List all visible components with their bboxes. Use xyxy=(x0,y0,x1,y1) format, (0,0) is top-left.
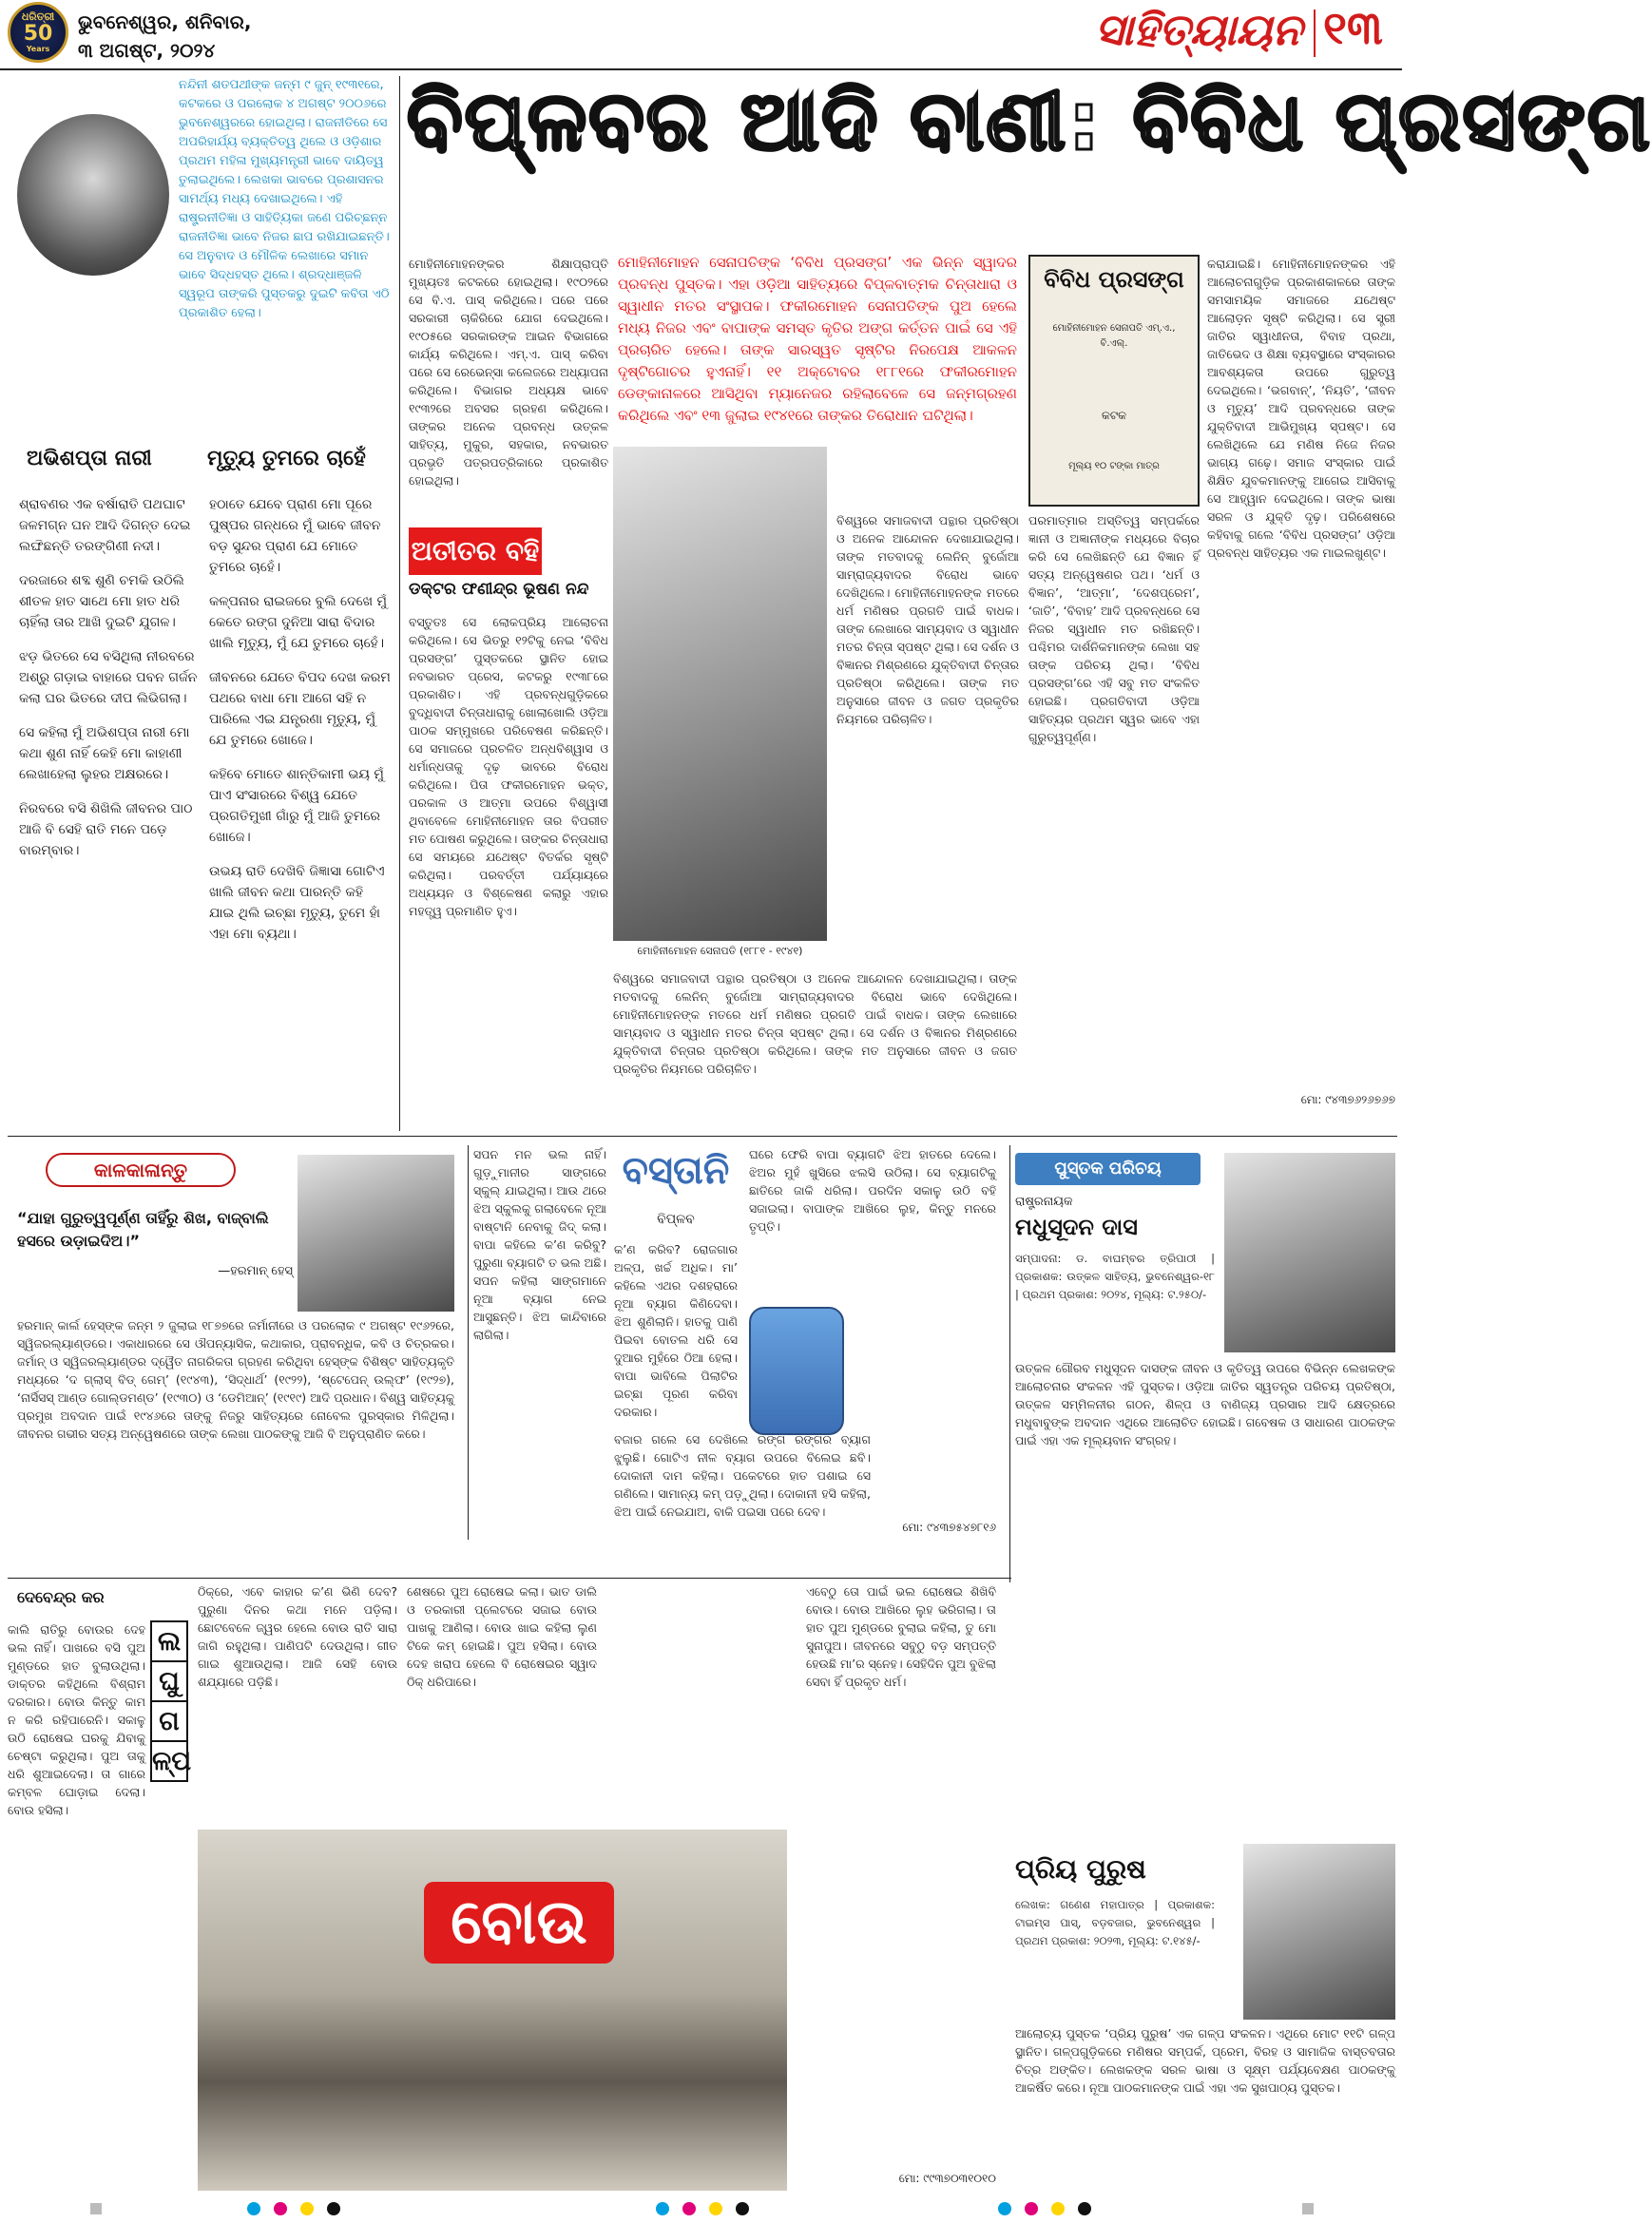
poem1-stanza: ନିରବରେ ବସି ଶିଖିଲି ଜୀବନର ପାଠ ଆଜି ବି ସେହି ରାତି ମନେ ପଡ଼େ ବାରମ୍ବାର। xyxy=(19,801,193,858)
poet-bio: ନନ୍ଦିନୀ ଶତପଥୀଙ୍କ ଜନ୍ମ ୯ ଜୁନ୍ ୧୯୩୧ରେ, କଟକରେ ଓ ପରଲୋକ ୪ ଅଗଷ୍ଟ ୨୦୦୬ରେ ଭୁବନେଶ୍ୱରରେ ହୋଇଥିଲା। ରାଜନୀତିରେ ସେ ଅପରିହାର୍ଯ୍ୟ ବ୍ୟକ୍ତିତ୍ୱ ଥିଲେ ଓ ଓଡ଼ିଶାର ପ୍ରଥମ ମହିଳା ମୁଖ୍ୟମନ୍ତ୍ରୀ ଭାବେ ଦାୟିତ୍ୱ ତୁଲାଇଥିଲେ। ଲେଖକା ଭାବରେ ପ୍ରଶାସନର ସାମର୍ଥ୍ୟ ମଧ୍ୟ ଦେଖାଇଥିଲେ। ଏହି ରାଷ୍ଟ୍ରନୀତିଜ୍ଞା ଓ ସାହିତ୍ୟିକା ଜଣେ ପରିଚ୍ଛନ୍ନ ରାଜନୀତିଜ୍ଞା ଭାବେ ନିଜର ଛାପ ରଖିଯାଇଛନ୍ତି। ସେ ଅନୁବାଦ ଓ ମୌଳିକ ଲେଖାରେ ସମାନ ଭାବେ ସିଦ୍ଧହସ୍ତ ଥିଲେ। ଶ୍ରଦ୍ଧାଞ୍ଜଳି ସ୍ୱରୂପ ତାଙ୍କରି ପୁସ୍ତକରୁ ଦୁଇଟି କବିତା ଏଠି ପ୍ରକାଶିତ ହେଲା। xyxy=(179,78,390,320)
hesse-portrait xyxy=(298,1155,454,1312)
magenta-dot xyxy=(274,2202,287,2215)
author-photo xyxy=(613,447,827,941)
book2-details: ଲେଖକ: ଗଣେଶ ମହାପାତ୍ର | ପ୍ରକାଶକ: ଟାଇମ୍ସ ପାସ୍, ବଡ଼ବଜାର, ଭୁବନେଶ୍ୱର | ପ୍ରଥମ ପ୍ରକାଶ: ୨୦୨୩, ମୂଲ୍ୟ: ଟ.୧୪୫/- xyxy=(1015,1898,1215,1947)
story-author: ଦେବେନ୍ଦ୍ର କର xyxy=(17,1588,105,1606)
magenta-dot xyxy=(682,2202,696,2215)
book1-cover xyxy=(1224,1153,1395,1352)
feature-col-b: ବସ୍ତୁତଃ ସେ ଲୋକପ୍ରିୟ ଆଲୋଚନା କରିଥିଲେ। ସେ ଭିତରୁ ୧୨ଟିକୁ ନେଇ ‘ବିବିଧ ପ୍ରସଙ୍ଗ’ ପୁସ୍ତକରେ ସ୍ଥାନିତ ହୋଇ ନବଭାରତ ପ୍ରେସ, କଟକରୁ ୧୯୩୮ରେ ପ୍ରକାଶିତ। ଏହି ପ୍ରବନ୍ଧଗୁଡ଼ିକରେ ବୁଦ୍ଧିବାଦୀ ଚିନ୍ତାଧାରାକୁ ଖୋଲାଖୋଲି ଓଡ଼ିଆ ପାଠକ ସମ୍ମୁଖରେ ପରିବେଷଣ କରିଛନ୍ତି। ସେ ସମାଜରେ ପ୍ରଚଳିତ ଅନ୍ଧବିଶ୍ୱାସ ଓ ଧର୍ମାନ୍ଧତାକୁ ଦୃଢ଼ ଭାବରେ ବିରୋଧ କରିଥିଲେ। ପିତା ଫକୀରମୋହନ ଭକ୍ତ, ପରକାଳ ଓ ଆତ୍ମା ଉପରେ ବିଶ୍ୱାସୀ ଥିବାବେଳେ ମୋହିନୀମୋହନ ତାର ବିପରୀତ ମତ ପୋଷଣ କରୁଥିଲେ। ତାଙ୍କର ଚିନ୍ତାଧାରା ସେ ସମୟରେ ଯଥେଷ୍ଟ ବିତର୍କର ସୃଷ୍ଟି କରିଥିଲା। ପରବର୍ତ୍ତୀ ପର୍ଯ୍ୟାୟରେ ଅଧ୍ୟୟନ ଓ ବିଶ୍ଳେଷଣ କଲାରୁ ଏହାର ମହତ୍ତ୍ୱ ପ୍ରମାଣିତ ହୁଏ। xyxy=(409,615,608,918)
masthead-rule xyxy=(0,68,1402,70)
bastani-section xyxy=(473,1145,1006,1544)
bastani-author: ବିପ୍ଳବ xyxy=(657,1212,695,1227)
logo-number: 50 xyxy=(23,22,53,46)
section-rule xyxy=(8,1578,1011,1579)
story-title: ବୋଉ xyxy=(424,1882,614,1964)
column-rule xyxy=(1009,1145,1010,1582)
cyan-dot xyxy=(998,2202,1011,2215)
logo-word: ଧରିତ୍ରୀ xyxy=(21,10,55,23)
bastani-intro: ସପନ ମନ ଭଲ ନାହିଁ। ଗୁଡ଼ୁମାନୀର ସାଙ୍ଗରେ ସ୍କୁଲ୍ ଯାଇଥିଲା। ଆଉ ଥରେ ଝିଅ ସ୍କୁଲକୁ ଗଲାବେଳେ ନୂଆ ବାଷ୍ଟାନି ନେବାକୁ ଜିଦ୍ କଲା। ବାପା କହିଲେ କ’ଣ କରିବୁ? ପୁରୁଣା ବ୍ୟାଗଟି ତ ଭଲ ଅଛି। ସପନ କହିଲା ସାଙ୍ଗମାନେ ନୂଆ ବ୍ୟାଗ ନେଇ ଆସୁଛନ୍ତି। ଝିଅ କାନ୍ଦିବାରେ ଲାଗିଲା। xyxy=(473,1147,607,1342)
poem2-stanza: କହିବେ ମୋତେ ଶାନ୍ତିକାମୀ ଭୟ ମୁଁ ପାଏ ସଂସାରରେ ବିଶ୍ୱ ଯେତେ ପ୍ରଗତିମୁଖୀ ଗାଁରୁ ମୁଁ ଆଜି ତୁମରେ ଖୋଜେ। xyxy=(209,767,384,845)
bastani-contact: ମୋ: ୯୪୩୭୫୪୭୮୧୬ xyxy=(902,1521,996,1534)
black-dot xyxy=(327,2202,340,2215)
dateline-day: ଭୁବନେଶ୍ୱର, ଶନିବାର, xyxy=(78,10,252,33)
story-tag-char: ଗ xyxy=(150,1702,188,1742)
bastani-title: ବସ୍ତାନି xyxy=(622,1149,730,1193)
column-rule xyxy=(468,1145,469,1540)
book-cover-place: କଟକ xyxy=(1101,409,1127,422)
feature-col-d: ପରମାତ୍ମାର ଅସ୍ତିତ୍ୱ ସମ୍ପର୍କରେ ଜ୍ଞାନୀ ଓ ଅଜ୍ଞାନୀଙ୍କ ମଧ୍ୟରେ ବିଚାର କରି ସେ ଲେଖିଛନ୍ତି ଯେ ବିଜ୍ଞାନ ହିଁ ସତ୍ୟ ଅନ୍ୱେଷଣର ପଥ। ‘ଧର୍ମ ଓ ବିଜ୍ଞାନ’, ‘ଆତ୍ମା’, ‘ଦେଶପ୍ରେମ’, ‘ଜାତି’, ‘ବିବାହ’ ଆଦି ପ୍ରବନ୍ଧରେ ସେ ନିଜର ସ୍ୱାଧୀନ ମତ ରଖିଛନ୍ତି। ପଶ୍ଚିମର ଦାର୍ଶନିକମାନଙ୍କ ଲେଖା ସହ ତାଙ୍କ ପରିଚୟ ଥିଲା। ‘ବିବିଧ ପ୍ରସଙ୍ଗ’ରେ ଏହି ସବୁ ମତ ସଂକଳିତ ହୋଇଛି। ପ୍ରଗତିବାଦୀ ଓଡ଼ିଆ ସାହିତ୍ୟର ପ୍ରଥମ ସ୍ୱର ଭାବେ ଏହା ଗୁରୁତ୍ୱପୂର୍ଣ୍ଣ। xyxy=(1028,513,1200,744)
yellow-dot xyxy=(300,2202,314,2215)
poem2-stanza: ଉଭୟ ରାତି ଦେଖିବି ଜିଜ୍ଞାସା ଗୋଟିଏ ଖାଲି ଜୀବନ କଥା ପାରନ୍ତି କହି ଯାଇ ଥିଲି ଇଚ୍ଛା ମୃତ୍ୟୁ, ତୁମେ ହାଁ ଏହା ମୋ ବ୍ୟଥା। xyxy=(209,864,385,942)
poem2-stanza: କଳ୍ପନାର ରାଇଜରେ ବୁଲି ଦେଖେ ମୁଁ କେତେ ରଙ୍ଗ ଦୁନିଆ ସାରା ବିଦାର ଖାଲି ମୃତ୍ୟୁ, ମୁଁ ଯେ ତୁମରେ ଚାହେଁ। xyxy=(209,594,388,651)
book1-details: ସମ୍ପାଦନା: ଡ. ବାଘମ୍ବର ତ୍ରିପାଠୀ | ପ୍ରକାଶକ: ଉତ୍କଳ ସାହିତ୍ୟ, ଭୁବନେଶ୍ୱର-୧୮ | ପ୍ରଥମ ପ୍ରକାଶ: ୨୦୨୪, ମୂଲ୍ୟ: ଟ.୨୫୦/- xyxy=(1015,1252,1215,1301)
story-col3: ଶେଷରେ ପୁଅ ରୋଷେଇ କଲା। ଭାତ ଡାଲି ଓ ତରକାରୀ ପ୍ଲେଟରେ ସଜାଇ ବୋଉ ପାଖକୁ ଆଣିଲା। ବୋଉ ଖାଇ କହିଲା ଲୁଣ ଟିକେ କମ୍ ହୋଇଛି। ପୁଅ ହସିଲା। ବୋଉ ଦେହ ଖରାପ ହେଲେ ବି ରୋଷେଇର ସ୍ୱାଦ ଠିକ୍ ଧରିପାରେ। xyxy=(407,1584,597,1689)
photo-caption: ମୋହିନୀମୋହନ ସେନାପତି (୧୮୮୧ - ୧୯୪୧) xyxy=(613,941,827,962)
pustak-section xyxy=(1015,1145,1397,2191)
yellow-dot xyxy=(709,2202,722,2215)
anniversary-logo xyxy=(8,2,68,63)
poem2-stanza: ହଠାତେ ଯେବେ ପ୍ରାଣ ମୋ ପୂରେ ପୁଷ୍ପର ଗନ୍ଧରେ ମୁଁ ଭାବେ ଜୀବନ ବଡ଼ ସୁନ୍ଦର ପ୍ରାଣ ଯେ ମୋତେ ତୁମରେ ଚାହେଁ। xyxy=(209,497,381,575)
grey-swatch xyxy=(1302,2203,1314,2214)
kalakalantu-quote: “ଯାହା ଗୁରୁତ୍ୱପୂର୍ଣ୍ଣ ତାହିଁରୁ ଶିଖ, ବାଜ୍‌ବାଲି ହସରେ ଉଡ଼ାଇଦିଅ।” xyxy=(17,1209,269,1250)
cyan-dot xyxy=(656,2202,669,2215)
dateline xyxy=(78,8,363,65)
feature-col-a: ମୋହିନୀମୋହନଙ୍କର ଶିକ୍ଷାପ୍ରାପ୍ତି ମୁଖ୍ୟତଃ କଟକରେ ହୋଇଥିଲା। ୧୯୦୨ରେ ସେ ବି.ଏ. ପାସ୍ କରିଥିଲେ। ପରେ ପରେ ସରକାରୀ ଚାକିରିରେ ଯୋଗ ଦେଇଥିଲେ। ୧୯୦୫ରେ ସରକାରଙ୍କ ଆଇନ ବିଭାଗରେ କାର୍ଯ୍ୟ କରିଥିଲେ। ଏମ୍.ଏ. ପାସ୍ କରିବା ପରେ ସେ ରେଭେନ୍ସା କଲେଜରେ ଅଧ୍ୟାପନା କରିଥିଲେ। ବିଭାଗର ଅଧ୍ୟକ୍ଷ ଭାବେ ୧୯୩୨ରେ ଅବସର ଗ୍ରହଣ କରିଥିଲେ। ତାଙ୍କର ଅନେକ ପ୍ରବନ୍ଧ ଉତ୍କଳ ସାହିତ୍ୟ, ମୁକୁର, ସହକାର, ନବଭାରତ ପ୍ରଭୃତି ପତ୍ରପତ୍ରିକାରେ ପ୍ରକାଶିତ ହୋଇଥିଲା। xyxy=(409,257,608,488)
kalakalantu-attribution: —ହରମାନ୍ ହେସ୍ xyxy=(218,1264,293,1278)
masthead xyxy=(0,0,1402,68)
yellow-dot xyxy=(1051,2202,1065,2215)
story-tag xyxy=(150,1620,192,1811)
grey-swatch xyxy=(90,2203,102,2214)
story-tag-char: ଘୁ xyxy=(150,1662,188,1702)
black-dot xyxy=(1078,2202,1091,2215)
registration-marks xyxy=(247,2202,340,2215)
page-headline: ବିପ୍ଳବର ଆଦି ବାଣୀ: ବିବିଧ ପ୍ରସଙ୍ଗ xyxy=(407,74,1652,169)
book1-body: ଉତ୍କଳ ଗୌରବ ମଧୁସୂଦନ ଦାସଙ୍କ ଜୀବନ ଓ କୃତିତ୍ୱ ଉପରେ ବିଭିନ୍ନ ଲେଖକଙ୍କ ଆଲୋଚନାର ସଂକଳନ ଏହି ପୁସ୍ତକ। ଓଡ଼ିଆ ଜାତିର ସ୍ୱତନ୍ତ୍ର ପରିଚୟ ପ୍ରତିଷ୍ଠା, ଉତ୍କଳ ସମ୍ମିଳନୀର ଗଠନ, ଶିଳ୍ପ ଓ ବାଣିଜ୍ୟ ପ୍ରସାର ଆଦି କ୍ଷେତ୍ରରେ ମଧୁବାବୁଙ୍କ ଅବଦାନ ଏଥିରେ ଆଲୋଚିତ ହୋଇଛି। ଗବେଷକ ଓ ସାଧାରଣ ପାଠକଙ୍କ ପାଇଁ ଏହା ଏକ ମୂଲ୍ୟବାନ ସଂଗ୍ରହ। xyxy=(1015,1361,1395,1447)
feature-lead: ମୋହିନୀମୋହନ ସେନାପତିଙ୍କ ‘ବିବିଧ ପ୍ରସଙ୍ଗ’ ଏକ ଭିନ୍ନ ସ୍ୱାଦର ପ୍ରବନ୍ଧ ପୁସ୍ତକ। ଏହା ଓଡ଼ିଆ ସାହିତ୍ୟରେ ବିପ୍ଳବାତ୍ମକ ଚିନ୍ତାଧାରା ଓ ସ୍ୱାଧୀନ ମତର ସଂସ୍ଥାପକ। ଫକୀରମୋହନ ସେନାପତିଙ୍କ ପୁଅ ହେଲେ ମଧ୍ୟ ନିଜର ଏବଂ ବାପାଙ୍କ ସମସ୍ତ କୃତିର ଅଙ୍ଗ କର୍ତ୍ତନ ପାଇଁ ସେ ଏହି ପ୍ରଚାରିତ ହେଲେ। ତାଙ୍କ ସାରସ୍ୱତ ସୃଷ୍ଟିର ନିରପେକ୍ଷ ଆକଳନ ଦୃଷ୍ଟିଗୋଚର ହୁଏନାହିଁ। ୧୧ ଅକ୍ଟୋବର ୧୮୮୧ରେ ଫକୀରମୋହନ ଡେଙ୍କାନାଳରେ ଆସିଥିବା ମ୍ୟାନେଜର ରହିଲାବେଳେ ସେ ଜନ୍ମଗ୍ରହଣ କରିଥିଲେ ଏବଂ ୧୩ ଜୁଲାଇ ୧୯୪୧ରେ ତାଙ୍କର ତିରୋଧାନ ଘଟିଥିଲା। xyxy=(618,254,1017,424)
poem1-stanza: ଶ୍ରାବଣର ଏକ ବର୍ଷାରାତି ପଥଘାଟ ଜଳମଗ୍ନ ଘନ ଆଦି ଦିଗନ୍ତ ଦେଇ ଲଙ୍ଘିଛନ୍ତି ତରଙ୍ଗିଣୀ ନଦୀ। xyxy=(19,497,191,554)
bastani-col4: ଘରେ ଫେରି ବାପା ବ୍ୟାଗଟି ଝିଅ ହାତରେ ଦେଲେ। ଝିଅର ମୁହଁ ଖୁସିରେ ଝଲସି ଉଠିଲା। ସେ ବ୍ୟାଗଟିକୁ ଛାତିରେ ଜାକି ଧରିଲା। ପରଦିନ ସକାଳୁ ଉଠି ବହି ସଜାଇଲା। ବାପାଙ୍କ ଆଖିରେ ଲୁହ, କିନ୍ତୁ ମନରେ ତୃପ୍ତି। xyxy=(749,1147,996,1234)
magenta-dot xyxy=(1025,2202,1038,2215)
pustak-banner: ପୁସ୍ତକ ପରିଚୟ xyxy=(1015,1153,1201,1185)
book1-title: ମଧୁସୂଦନ ଦାସ xyxy=(1015,1214,1138,1240)
feature-continued: ବିଶ୍ୱରେ ସମାଜବାଦୀ ପନ୍ଥାର ପ୍ରତିଷ୍ଠା ଓ ଅନେକ ଆନ୍ଦୋଳନ ଦେଖାଯାଇଥିଲା। ତାଙ୍କ ମତବାଦକୁ ଲେନିନ୍ ବୁର୍ଜୋଆ ସାମ୍ରାଜ୍ୟବାଦର ବିରୋଧ ଭାବେ ଦେଖିଥିଲେ। ମୋହିନୀମୋହନଙ୍କ ମତରେ ଧର୍ମ ମଣିଷର ପ୍ରଗତି ପାଇଁ ବାଧକ। ତାଙ୍କ ଲେଖାରେ ସାମ୍ୟବାଦ ଓ ସ୍ୱାଧୀନ ମତର ଚିନ୍ତା ସ୍ପଷ୍ଟ ଥିଲା। ସେ ଦର୍ଶନ ଓ ବିଜ୍ଞାନର ମିଶ୍ରଣରେ ଯୁକ୍ତିବାଦୀ ଚିନ୍ତାର ପ୍ରତିଷ୍ଠା କରିଥିଲେ। ତାଙ୍କ ମତ ଅନୁସାରେ ଜୀବନ ଓ ଜଗତ ପ୍ରକୃତିର ନିୟମରେ ପରିଚାଳିତ। xyxy=(613,971,1017,1076)
poem2-stanza: ଜୀବନରେ ଯେତେ ବିପଦ ଦେଖ କରମ ପଥରେ ବାଧା ମୋ ଆଗେ ସହି ନ ପାରିଲେ ଏଇ ଯନ୍ତ୍ରଣା ମୃତ୍ୟୁ, ମୁଁ ଯେ ତୁମରେ ଖୋଜେ। xyxy=(209,670,391,748)
column-rule xyxy=(399,76,400,1131)
registration-marks xyxy=(998,2202,1091,2215)
section-title: ସାହିତ୍ୟାୟନ xyxy=(1094,4,1302,55)
book-cover-image xyxy=(1028,255,1200,507)
feature-col-e: କରାଯାଇଛି। ମୋହିନୀମୋହନଙ୍କର ଏହି ଆଲୋଚନାଗୁଡ଼ିକ ପ୍ରକାଶକାଳରେ ତାଙ୍କ ସମସାମୟିକ ସମାଜରେ ଯଥେଷ୍ଟ ଆଲୋଡ଼ନ ସୃଷ୍ଟି କରିଥିଲା। ସେ ସ୍ତ୍ରୀ ଜାତିର ସ୍ୱାଧୀନତା, ବିବାହ ପ୍ରଥା, ଜାତିଭେଦ ଓ ଶିକ୍ଷା ବ୍ୟବସ୍ଥାରେ ସଂସ୍କାରର ଆବଶ୍ୟକତା ଉପରେ ଗୁରୁତ୍ୱ ଦେଇଥିଲେ। ‘ଭଗବାନ୍’, ‘ନିୟତି’, ‘ଜୀବନ ଓ ମୃତ୍ୟୁ’ ଆଦି ପ୍ରବନ୍ଧରେ ତାଙ୍କ ଯୁକ୍ତିବାଦୀ ଆଭିମୁଖ୍ୟ ସ୍ପଷ୍ଟ। ସେ ଲେଖିଥିଲେ ଯେ ମଣିଷ ନିଜେ ନିଜର ଭାଗ୍ୟ ଗଢ଼େ। ସମାଜ ସଂସ୍କାର ପାଇଁ ଶିକ୍ଷିତ ଯୁବକମାନଙ୍କୁ ଆଗେଇ ଆସିବାକୁ ସେ ଆହ୍ୱାନ ଦେଇଥିଲେ। ତାଙ୍କ ଭାଷା ସରଳ ଓ ଯୁକ୍ତି ଦୃଢ଼। ପରିଶେଷରେ କହିବାକୁ ଗଲେ ‘ବିବିଧ ପ୍ରସଙ୍ଗ’ ଓଡ଼ିଆ ପ୍ରବନ୍ଧ ସାହିତ୍ୟର ଏକ ମାଇଲଖୁଣ୍ଟ। xyxy=(1207,257,1395,560)
page-number: ୧୩ xyxy=(1323,2,1383,55)
masthead-divider xyxy=(1314,10,1316,57)
feature-byline: ଡକ୍ଟର ଫଣୀନ୍ଦ୍ର ଭୂଷଣ ନନ୍ଦ xyxy=(409,580,589,599)
book-cover-title: ବିବିଧ ପ୍ରସଙ୍ଗ xyxy=(1044,266,1184,293)
poem1-title: ଅଭିଶପ୍ତା ନାରୀ xyxy=(27,447,152,470)
bastani-col3: ବଜାର ଗଲେ ସେ ଦେଖିଲେ ରଙ୍ଗ ରଙ୍ଗର ବ୍ୟାଗ ଝୁଲୁଛି। ଗୋଟିଏ ନୀଳ ବ୍ୟାଗ ଉପରେ ବିଲେଇ ଛବି। ଦୋକାନୀ ଦାମ କହିଲା। ପକେଟରେ ହାତ ପଶାଇ ସେ ଗଣିଲେ। ସାମାନ୍ୟ କମ୍ ପଡ଼ୁଥିଲା। ଦୋକାନୀ ହସି କହିଲା, ଝିଅ ପାଇଁ ନେଇଯାଅ, ବାକି ପଇସା ପରେ ଦେବ। xyxy=(614,1432,871,1519)
kicker-label: ଅତୀତର ବହି xyxy=(409,527,542,575)
book1-kicker: ରାଷ୍ଟ୍ରନାୟକ xyxy=(1015,1195,1073,1209)
black-dot xyxy=(736,2202,749,2215)
kalakalantu-banner: କାଳକାଳାନ୍ତୁ xyxy=(46,1153,236,1187)
book2-cover xyxy=(1243,1844,1395,2020)
cyan-dot xyxy=(247,2202,260,2215)
story-tag-char: ଳ୍ପ xyxy=(150,1742,188,1782)
poem1-body xyxy=(19,494,200,1102)
registration-marks xyxy=(656,2202,749,2215)
book-cover-price: ମୂଲ୍ୟ ୧୦ ଟଙ୍କା ମାତ୍ର xyxy=(1068,461,1160,471)
dateline-date: ୩ ଅଗଷ୍ଟ, ୨୦୨୪ xyxy=(78,39,216,62)
story-col4: ଏବେଠୁ ତୋ ପାଇଁ ଭଲ ରୋଷେଇ ଶିଖିବି ବୋଉ। ବୋଉ ଆଖିରେ ଲୁହ ଭରିଗଲା। ତା ହାତ ପୁଅ ମୁଣ୍ଡରେ ବୁଲାଇ କହିଲା, ତୁ ମୋ ସୁନାପୁଅ। ଜୀବନରେ ସବୁଠୁ ବଡ଼ ସମ୍ପତ୍ତି ହେଉଛି ମା’ର ସ୍ନେହ। ସେହିଦିନ ପୁଅ ବୁଝିଲା ସେବା ହିଁ ପ୍ରକୃତ ଧର୍ମ। xyxy=(806,1584,996,1689)
story-contact: ମୋ: ୯୯୩୭୦୩୧୦୧୦ xyxy=(898,2172,996,2185)
kalakalantu-section xyxy=(8,1145,464,1525)
poem1-stanza: ଝଡ଼ ଭିତରେ ସେ ବସିଥିଲା ନୀରବରେ ଅଶ୍ରୁ ଗଡ଼ାଇ ବାହାରେ ପବନ ଗର୍ଜନ କଲା ଘର ଭିତରେ ଦୀପ ଲିଭିଗଲା। xyxy=(19,649,198,706)
feature-col-c: ବିଶ୍ୱରେ ସମାଜବାଦୀ ପନ୍ଥାର ପ୍ରତିଷ୍ଠା ଓ ଅନେକ ଆନ୍ଦୋଳନ ଦେଖାଯାଇଥିଲା। ତାଙ୍କ ମତବାଦକୁ ଲେନିନ୍ ବୁର୍ଜୋଆ ସାମ୍ରାଜ୍ୟବାଦର ବିରୋଧ ଭାବେ ଦେଖିଥିଲେ। ମୋହିନୀମୋହନଙ୍କ ମତରେ ଧର୍ମ ମଣିଷର ପ୍ରଗତି ପାଇଁ ବାଧକ। ତାଙ୍କ ଲେଖାରେ ସାମ୍ୟବାଦ ଓ ସ୍ୱାଧୀନ ମତର ଚିନ୍ତା ସ୍ପଷ୍ଟ ଥିଲା। ସେ ଦର୍ଶନ ଓ ବିଜ୍ଞାନର ମିଶ୍ରଣରେ ଯୁକ୍ତିବାଦୀ ଚିନ୍ତାର ପ୍ରତିଷ୍ଠା କରିଥିଲେ। ତାଙ୍କ ମତ ଅନୁସାରେ ଜୀବନ ଓ ଜଗତ ପ୍ରକୃତିର ନିୟମରେ ପରିଚାଳିତ। xyxy=(836,513,1019,726)
poem2-title: ମୃତ୍ୟୁ ତୁମରେ ଚାହେଁ xyxy=(207,447,366,470)
print-footer xyxy=(0,2195,1402,2223)
book2-body: ଆଲୋଚ୍ୟ ପୁସ୍ତକ ‘ପ୍ରିୟ ପୁରୁଷ’ ଏକ ଗଳ୍ପ ସଂକଳନ। ଏଥିରେ ମୋଟ ୧୧ଟି ଗଳ୍ପ ସ୍ଥାନିତ। ଗଳ୍ପଗୁଡ଼ିକରେ ମଣିଷର ସମ୍ପର୍କ, ପ୍ରେମ, ବିରହ ଓ ସାମାଜିକ ବାସ୍ତବତାର ଚିତ୍ର ଅଙ୍କିତ। ଲେଖକଙ୍କ ସରଳ ଭାଷା ଓ ସୂକ୍ଷ୍ମ ପର୍ଯ୍ୟବେକ୍ଷଣ ପାଠକଙ୍କୁ ଆକର୍ଷିତ କରେ। ନୂଆ ପାଠକମାନଙ୍କ ପାଇଁ ଏହା ଏକ ସୁଖପାଠ୍ୟ ପୁସ୍ତକ। xyxy=(1015,2026,1395,2095)
poem1-stanza: ଦରଜାରେ ଶବ୍ଦ ଶୁଣି ଚମକି ଉଠିଲି ଶୀତଳ ହାତ ସାଥେ ମୋ ହାତ ଧରି ଚାହିଁଲା ତାର ଆଖି ଦୁଇଟି ଯୁଗଳ। xyxy=(19,573,184,630)
book-cover-author: ମୋହିନୀମୋହନ ସେନାପତି ଏମ୍.ଏ., ବି.ଏଲ୍. xyxy=(1052,323,1176,349)
schoolbag-image xyxy=(749,1307,844,1435)
section-rule xyxy=(8,1136,1397,1137)
book2-title: ପ୍ରିୟ ପୁରୁଷ xyxy=(1015,1853,1146,1885)
story-col2: ଠିକ୍‌ରେ, ଏବେ କାହାର କ’ଣ ଭିଣି ଦେବ? ପୁରୁଣା ଦିନର କଥା ମନେ ପଡ଼ିଲା। ଛୋଟବେଳେ ଜ୍ୱର ହେଲେ ବୋଉ ରାତି ସାରା ଜାଗି ରହୁଥିଲା। ପାଣିପଟି ଦେଉଥିଲା। ଗୀତ ଗାଇ ଶୁଆଉଥିଲା। ଆଜି ସେହି ବୋଉ ଶଯ୍ୟାରେ ପଡ଼ିଛି। xyxy=(198,1584,397,1689)
poem1-stanza: ସେ କହିଲା ମୁଁ ଅଭିଶପ୍ତା ନାରୀ ମୋ କଥା ଶୁଣ ନାହିଁ କେହି ମୋ କାହାଣୀ ଲେଖାହେଲା ଲୁହର ଅକ୍ଷରରେ। xyxy=(19,725,190,782)
bastani-col2: କ’ଣ କରିବ? ରୋଜଗାର ଅଳ୍ପ, ଖର୍ଚ୍ଚ ଅଧିକ। ମା’ କହିଲେ ଏଥର ଦଶହରାରେ ନୂଆ ବ୍ୟାଗ କିଣିଦେବା। ଝିଅ ଶୁଣିଲାନି। ହାତକୁ ପାଣି ପିଇବା ବୋତଲ ଧରି ସେ ଦୁଆର ମୁହଁରେ ଠିଆ ହେଲା। ବାପା ଭାବିଲେ ପିଲାଟିର ଇଚ୍ଛା ପୂରଣ କରିବା ଦରକାର। xyxy=(614,1242,738,1419)
kalakalantu-body: ହରମାନ୍ କାର୍ଲ ହେସ୍‌ଙ୍କ ଜନ୍ମ ୨ ଜୁଲାଇ ୧୮୭୭ରେ ଜର୍ମାନୀରେ ଓ ପରଲୋକ ୯ ଅଗଷ୍ଟ ୧୯୬୨ରେ, ସ୍ୱିଜରଲ୍ୟାଣ୍ଡରେ। ଏକାଧାରରେ ସେ ଔପନ୍ୟାସିକ, କଥାକାର, ପ୍ରାବନ୍ଧିକ, କବି ଓ ଚିତ୍ରକର। ଜର୍ମାନ୍ ଓ ସ୍ୱିଜରଲ୍ୟାଣ୍ଡର ଦ୍ୱୈତ ନାଗରିକତା ଗ୍ରହଣ କରିଥିବା ହେସ୍‌ଙ୍କ ବିଶିଷ୍ଟ ସାହିତ୍ୟକୃତି ମଧ୍ୟରେ ‘ଦ ଗ୍ଲାସ୍ ବିଡ୍ ଗେମ୍’ (୧୯୪୩), ‘ସିଦ୍ଧାର୍ଥ’ (୧୯୨୨), ‘ଷ୍ଟେପେନ୍ ଉଲ୍ଫ’ (୧୯୨୭), ‘ନାର୍ସିସସ୍ ଆଣ୍ଡ ଗୋଲ୍ଡମଣ୍ଡ’ (୧୯୩୦) ଓ ‘ଡେମିଆନ୍’ (୧୯୧୯) ଆଦି ପ୍ରଧାନ। ବିଶ୍ୱ ସାହିତ୍ୟକୁ ପ୍ରମୁଖ ଅବଦାନ ପାଇଁ ୧୯୪୬ରେ ତାଙ୍କୁ ନିଜରୁ ସାହିତ୍ୟରେ ନୋବେଲ ପୁରସ୍କାର ମିଳିଥିଲା। ଜୀବନର ଗଭୀର ସତ୍ୟ ଅନ୍ୱେଷଣରେ ତାଙ୍କ ଲେଖା ପାଠକଙ୍କୁ ଆଜି ବି ଅନୁପ୍ରାଣିତ କରେ। xyxy=(17,1318,454,1441)
logo-years: Years xyxy=(26,45,50,53)
poet-sidebar xyxy=(8,76,395,1112)
story-col1: କାଲି ରାତିରୁ ବୋଉର ଦେହ ଭଲ ନାହିଁ। ପାଖରେ ବସି ପୁଅ ମୁଣ୍ଡରେ ହାତ ବୁଲାଉଥିଲା। ଡାକ୍ତର କହିଥିଲେ ବିଶ୍ରାମ ଦରକାର। ବୋଉ କିନ୍ତୁ କାମ ନ କରି ରହିପାରେନି। ସକାଳୁ ଉଠି ରୋଷେଇ ଘରକୁ ଯିବାକୁ ଚେଷ୍ଟା କରୁଥିଲା। ପୁଅ ତାକୁ ଧରି ଶୁଆଇଦେଲା। ତା ଗାରେ କମ୍ବଳ ଘୋଡ଼ାଇ ଦେଲା। ବୋଉ ହସିଲା। xyxy=(8,1622,145,1817)
story-section xyxy=(8,1582,1006,2191)
feature-contact: ମୋ: ୯୪୩୭୬୨୬୭୬୭ xyxy=(1300,1093,1395,1106)
story-tag-char: ଲ xyxy=(150,1620,188,1662)
poem2-body xyxy=(209,494,392,1102)
